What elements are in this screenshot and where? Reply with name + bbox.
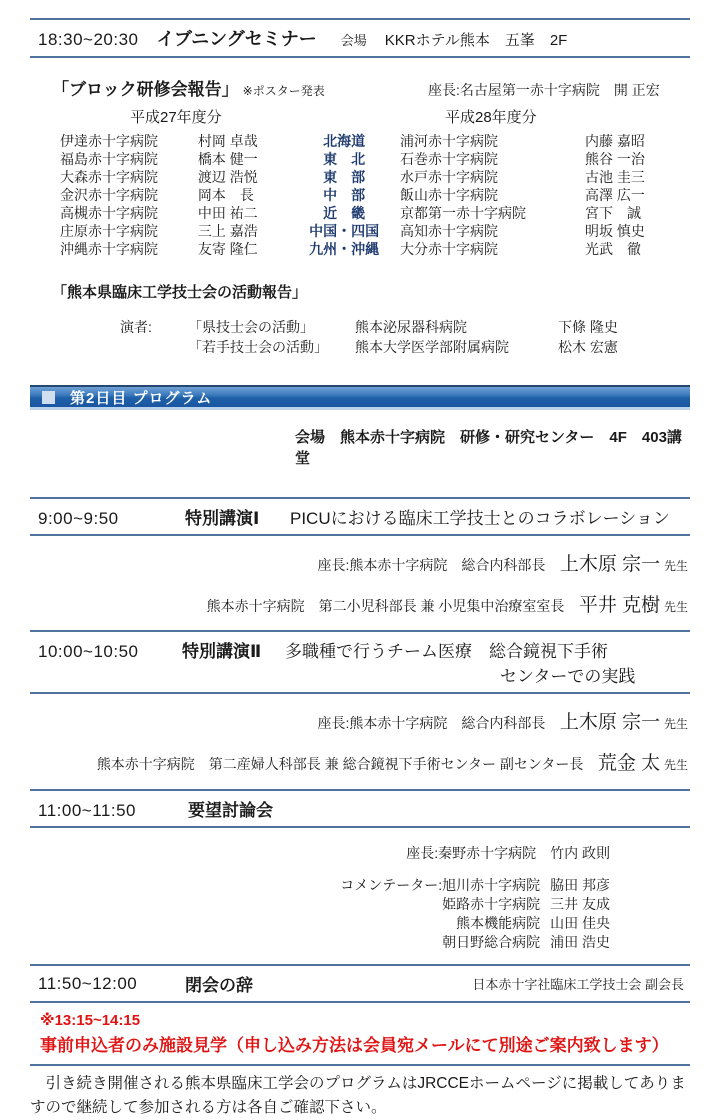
session3-title: 要望討論会 [188,801,273,820]
region-label: 東 部 [323,169,366,185]
person-name: 中田 祐二 [197,205,258,221]
person-name: 宮下 誠 [585,205,641,221]
speaker-prefix: 熊本赤十字病院 第二小児科部長 兼 小児集中治療室室長 [206,598,565,614]
table-row [60,150,400,168]
talk-title: 「県技士会の活動」 [188,319,314,335]
table-row [400,240,645,258]
evening-seminar-row [30,18,690,58]
commentator-hospitals [442,876,540,952]
chair-prefix: 座長:熊本赤十字病院 総合内科部長 [317,557,546,573]
session2-chair-line [30,707,690,734]
person-name: 古池 圭三 [585,169,645,185]
talk-title: 「若手技士会の活動」 [188,339,328,355]
honorific: 先生 [663,600,688,614]
hospital-name: 福島赤十字病院 [60,151,158,167]
hospital-name: 熊本泌尿器科病院 [355,319,467,335]
table-row [400,132,645,150]
notice-time: ※13:15~14:15 [40,1012,141,1029]
person-name: 渡辺 浩悦 [197,169,258,185]
block-report-title: 「ブロック研修会報告」 [52,80,239,99]
year-h28-label: 平成28年度分 [445,109,537,126]
table-row [400,168,645,186]
region-label: 中 部 [323,187,366,203]
person-name: 下條 隆史 [558,319,618,335]
evening-seminar-title: イブニングセミナー [156,29,317,49]
chair-name: 上木原 宗一 [559,554,661,575]
session2-topic-line1: 多職種で行うチーム医療 総合鏡視下手術 [285,642,608,661]
person-name: 熊谷 一治 [585,151,645,167]
session1-time: 9:00~9:50 [38,509,119,528]
chair-name: 上木原 宗一 [559,712,661,733]
session2-time: 10:00~10:50 [38,642,139,661]
h27-table [30,132,400,258]
activity-speaker-row [30,337,690,357]
region-label: 中国・四国 [309,223,380,239]
person-name: 浦田 浩史 [550,934,610,950]
table-row [400,150,645,168]
closing-officiant: 日本赤十字社臨床工学技士会 副会長 [472,977,684,992]
session2-speaker-line [30,748,690,775]
table-row [400,186,645,204]
region-label: 近 畿 [323,205,366,221]
person-name: 友寄 隆仁 [197,241,258,257]
footer-note: 引き続き開催される熊本県臨床工学会のプログラムはJRCCEホームページに掲載してありますので継続して参加される方は各自ご確認下さい。 [30,1075,686,1116]
hospital-name: 沖縄赤十字病院 [60,241,158,257]
square-bullet-icon [42,391,55,404]
person-name: 三井 友成 [550,896,610,912]
evening-seminar-venue: KKRホテル熊本 五峯 2F [384,32,568,49]
person-name: 明坂 慎史 [585,223,645,239]
honorific: 先生 [663,717,688,731]
person-name: 脇田 邦彦 [550,877,610,893]
hospital-name: 京都第一赤十字病院 [400,205,526,221]
speaker-label: 演者: [120,319,152,335]
person-name: 岡本 長 [197,187,254,203]
hospital-name: 浦河赤十字病院 [400,133,498,149]
session3-time: 11:00~11:50 [38,801,136,820]
speaker-name: 平井 克樹 [578,595,661,616]
honorific: 先生 [663,758,688,772]
hospital-name: 伊達赤十字病院 [60,133,158,149]
session2-title: 特別講演Ⅱ [182,642,262,661]
person-name: 光武 徹 [585,241,641,257]
table-row [60,240,400,258]
activity-speaker-row [30,317,690,337]
session3-row [30,789,690,828]
h28-table [400,132,645,258]
session1-chair-line [30,549,690,576]
table-row [60,168,400,186]
person-name: 三上 嘉浩 [197,223,258,239]
session1-row [30,497,690,536]
session3-chair-line: 座長:秦野赤十字病院 竹内 政則 [406,845,610,861]
hospital-name: 朝日野総合病院 [442,934,541,950]
person-name: 村岡 卓哉 [197,133,258,149]
table-row [60,186,400,204]
table-row [400,222,645,240]
hospital-name: 高槻赤十字病院 [60,205,158,221]
session2-row [30,630,690,694]
person-name: 松木 宏憲 [558,339,618,355]
hospital-name: 姫路赤十字病院 [442,896,541,912]
hospital-name: 高知赤十字病院 [400,223,498,239]
session1-speaker-line [30,590,690,617]
session1-title: 特別講演Ⅰ [185,509,260,528]
region-label: 北海道 [323,133,366,149]
facility-tour-notice [30,1007,690,1066]
session4-title: 閉会の辞 [185,976,253,995]
day2-venue: 会場 熊本赤十字病院 研修・研究センター 4F 403講堂 [295,429,682,467]
hospital-name: 庄原赤十字病院 [60,223,158,239]
commentator-block [30,876,690,952]
hospital-name: 熊本大学医学部附属病院 [355,339,509,355]
year-labels [30,106,690,127]
session1-topic: PICUにおける臨床工学技士とのコラボレーション [290,509,670,528]
commentator-label: コメンテーター: [340,877,443,893]
session4-time: 11:50~12:00 [38,973,138,993]
speaker-prefix: 熊本赤十字病院 第二産婦人科部長 兼 総合鏡視下手術センター 副センター長 [96,756,584,772]
person-name: 橋本 健一 [197,151,258,167]
commentator-names [540,876,610,952]
person-name: 内藤 嘉昭 [585,133,645,149]
hospital-name: 金沢赤十字病院 [60,187,158,203]
table-row [60,204,400,222]
chair-prefix: 座長:熊本赤十字病院 総合内科部長 [317,715,546,731]
notice-detail: 事前申込者のみ施設見学（申し込み方法は会員宛メールにて別途ご案内致します） [40,1036,669,1055]
block-report-header [30,75,690,100]
hospital-name: 大分赤十字病院 [400,241,498,257]
hospital-name: 飯山赤十字病院 [400,187,498,203]
activity-report-title: 「熊本県臨床工学技士会の活動報告」 [52,284,308,301]
block-report-chair: 座長:名古屋第一赤十字病院 開 正宏 [428,82,660,98]
table-row [400,204,645,222]
poster-note: ※ポスター発表 [242,84,325,98]
hospital-name: 水戸赤十字病院 [400,169,498,185]
session2-topic [285,637,635,687]
evening-seminar-time: 18:30~20:30 [38,30,139,49]
venue-label: 会場 [340,33,367,48]
speaker-label-spacer [120,337,188,357]
day2-banner [30,385,690,410]
hospital-name: 石巻赤十字病院 [400,151,498,167]
speaker-name: 荒金 太 [597,753,661,774]
hospital-name: 大森赤十字病院 [60,169,158,185]
hospital-name: 旭川赤十字病院 [442,877,541,893]
table-row [60,132,400,150]
person-name: 山田 佳央 [550,915,610,931]
block-report-tables [30,132,690,258]
hospital-name: 熊本機能病院 [456,915,541,931]
region-label: 東 北 [323,151,366,167]
session2-topic-line2: センターでの実践 [500,667,636,686]
year-h27-label: 平成27年度分 [130,109,222,126]
region-label: 九州・沖縄 [309,241,380,257]
day2-banner-title: 第2日目 プログラム [70,389,213,407]
table-row [60,222,400,240]
honorific: 先生 [663,559,688,573]
person-name: 高澤 広一 [585,187,645,203]
session4-row [30,964,690,1003]
